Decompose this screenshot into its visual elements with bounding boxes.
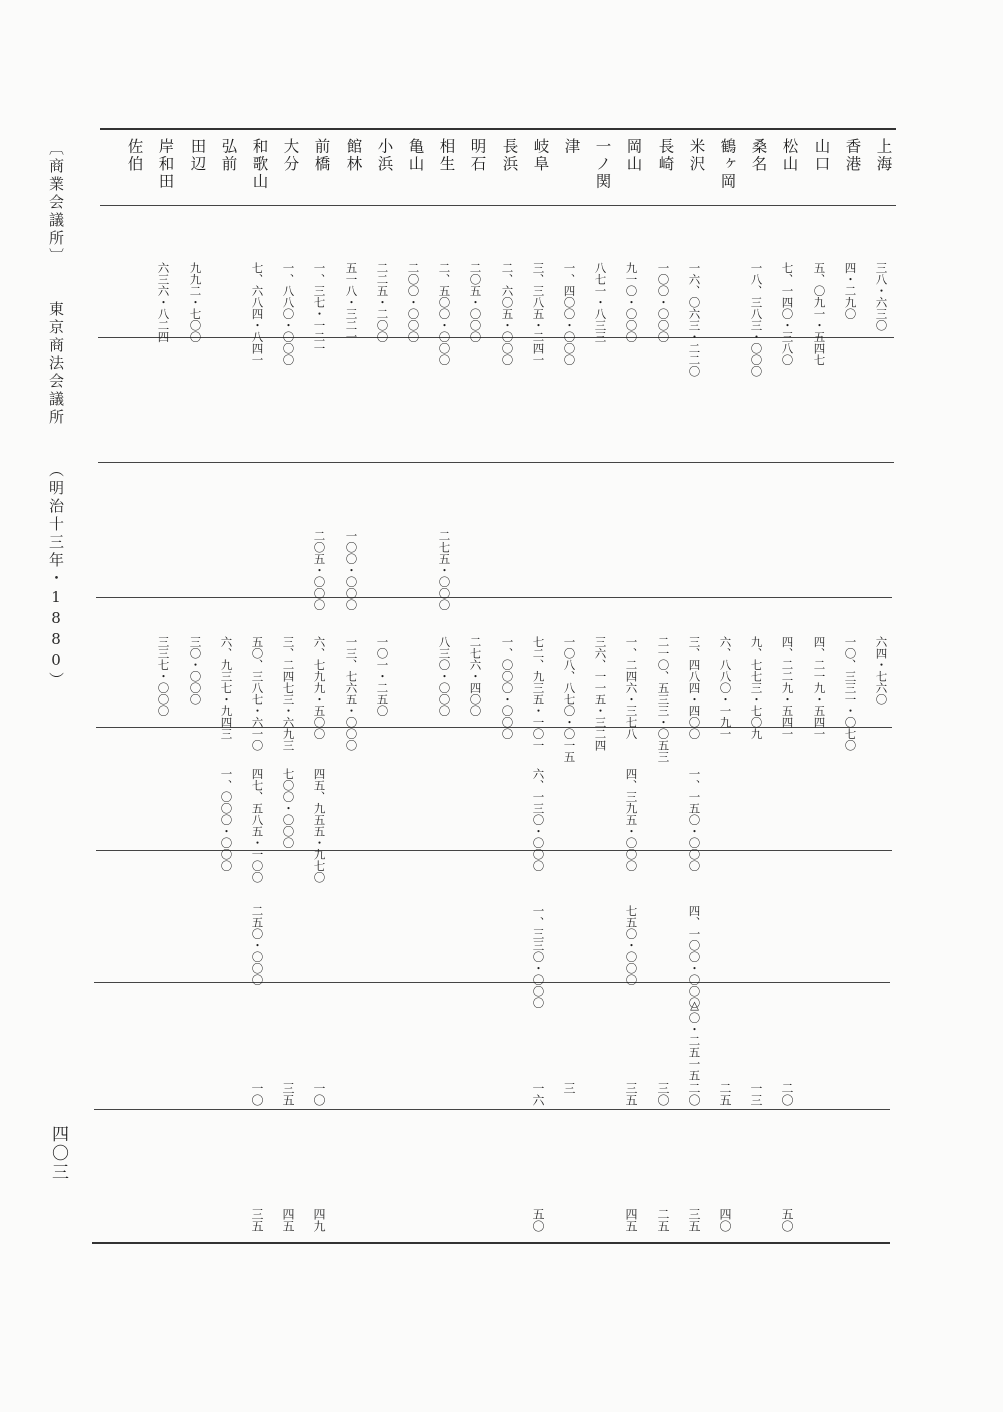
section-rule-6 [94, 982, 890, 983]
place-name: 佐伯 [125, 138, 144, 173]
table-cell-c8: 四五 [281, 1208, 295, 1232]
table-cell-c1: 二〇〇・〇〇〇 [406, 262, 421, 343]
running-header-era: （明治十三年・1880） [47, 462, 65, 690]
place-name: 松山 [780, 138, 799, 173]
table-cell-c4: 四、三九五・〇〇〇 [624, 768, 639, 872]
table-cell-c8: 四五 [624, 1208, 638, 1232]
place-name: 一ノ関 [593, 138, 612, 191]
place-name: 小浜 [375, 138, 394, 173]
table-cell-c1: 一、三七・一二一 [312, 262, 327, 354]
table-cell-c3: 二一〇、五三三・〇五三 [656, 636, 671, 763]
table-cell-c4: 七〇〇・〇〇〇 [281, 768, 296, 849]
table-cell-c1: 一、四〇〇・〇〇〇 [562, 262, 577, 366]
table-cell-c1: 七、一四〇・三八〇 [780, 262, 795, 366]
section-rule-4 [96, 727, 892, 728]
table-cell-c1: 四・二九〇 [843, 262, 858, 320]
table-cell-c1: 八七一・八三三 [593, 262, 608, 343]
table-cell-c1: 一、八八〇・〇〇〇 [281, 262, 296, 366]
table-top-rule [100, 128, 896, 130]
table-cell-c3: 六、九三七・九四三 [219, 636, 234, 740]
table-cell-c3: 七二、九三五・一〇一 [531, 636, 546, 751]
page-number: 四〇三 [48, 1125, 68, 1182]
table-cell-c7: 二五 [718, 1082, 732, 1106]
table-cell-c3: 四、二一九・五四一 [812, 636, 827, 740]
table-cell-c3: 二七六・四〇〇 [468, 636, 483, 717]
table-cell-c6: △〇・二五一五 [687, 998, 702, 1081]
table-cell-c3: 四、二二九・五四一 [780, 636, 795, 740]
table-cell-c3: 一〇八、八七〇・〇一五 [562, 636, 577, 763]
table-cell-c4: 四七、五八五・一〇〇 [250, 768, 265, 883]
table-cell-c1: 二、六〇五・〇〇〇 [500, 262, 515, 366]
running-header-category: 〔商業会議所〕 [47, 140, 65, 266]
place-name: 和歌山 [250, 138, 269, 191]
place-name: 上海 [874, 138, 893, 173]
table-cell-c8: 二五 [656, 1208, 670, 1232]
place-name: 津 [562, 138, 581, 156]
place-name: 米沢 [687, 138, 706, 173]
table-cell-c3: 三六、一一五・三二四 [593, 636, 608, 751]
table-cell-c1: 一八、三八三・〇〇〇 [749, 262, 764, 377]
table-cell-c3: 三、四八四・四〇〇 [687, 636, 702, 740]
table-cell-c3: 三、二四七三・六九三 [281, 636, 296, 751]
table-cell-c7: 二〇 [780, 1082, 794, 1106]
table-cell-c7: 三 [562, 1082, 576, 1094]
table-cell-c1: 五、〇九一・五四七 [812, 262, 827, 366]
table-cell-c7: 三五 [624, 1082, 638, 1106]
table-cell-c8: 五〇 [531, 1208, 545, 1232]
table-cell-c1: 七、六八四・八四一 [250, 262, 265, 366]
section-rule-7 [94, 1109, 890, 1110]
table-cell-c3: 六、七九九・五〇〇 [312, 636, 327, 740]
section-rule-2 [98, 462, 894, 463]
table-cell-c1: 三、三八五・二四一 [531, 262, 546, 366]
table-cell-c7: 三〇 [656, 1082, 670, 1106]
table-cell-c3: 六、八八〇・一九一 [718, 636, 733, 740]
table-cell-c3: 九、七七三・七〇九 [749, 636, 764, 740]
table-cell-c8: 四〇 [718, 1208, 732, 1232]
table-cell-c3: 一、〇〇〇・〇〇〇 [500, 636, 515, 740]
table-cell-c1: 二、五〇〇・〇〇〇 [437, 262, 452, 366]
place-name: 亀山 [406, 138, 425, 173]
table-cell-c3: 五〇、三八七・六一〇 [250, 636, 265, 751]
table-cell-c7: 一六 [531, 1082, 545, 1106]
table-cell-c7: 一〇 [250, 1082, 264, 1106]
running-header [46, 140, 67, 704]
table-cell-c7: 一〇 [312, 1082, 326, 1106]
table-cell-c4: 四五、九五五・九七〇 [312, 768, 327, 883]
header-separator-rule [100, 205, 896, 206]
table-cell-c2: 二七五・〇〇〇 [437, 530, 452, 611]
place-name: 山口 [812, 138, 831, 173]
table-cell-c5: 二五〇・〇〇〇 [250, 905, 265, 986]
table-cell-c1: 九九二・七〇〇 [188, 262, 203, 343]
place-name: 明石 [468, 138, 487, 173]
table-cell-c2: 一〇〇・〇〇〇 [344, 530, 359, 611]
running-header-organization: 東京商法会議所 [47, 301, 65, 427]
table-cell-c3: 八三〇・〇〇〇 [437, 636, 452, 717]
table-bottom-rule [92, 1242, 890, 1244]
table-cell-c8: 三五 [687, 1208, 701, 1232]
table-cell-c3: 一、二四六・三七八 [624, 636, 639, 740]
section-rule-5 [96, 850, 892, 851]
table-cell-c3: 三〇・〇〇〇 [188, 636, 203, 705]
table-cell-c1: 一六、〇六三・二二〇 [687, 262, 702, 377]
place-name: 岡山 [624, 138, 643, 173]
table-cell-c8: 四九 [312, 1208, 326, 1232]
table-cell-c7: 一三 [749, 1082, 763, 1106]
table-cell-c3: 六四・七六〇 [874, 636, 889, 705]
place-name: 大分 [281, 138, 300, 173]
table-cell-c7: 三五 [281, 1082, 295, 1106]
table-cell-c1: 九一〇・〇〇〇 [624, 262, 639, 343]
table-cell-c3: 一三、七六五・〇〇〇 [344, 636, 359, 751]
table-cell-c1: 一〇〇・〇〇〇 [656, 262, 671, 343]
table-cell-c5: 一、三三〇・〇〇〇 [531, 905, 546, 1009]
table-cell-c4: 一、一五〇・〇〇〇 [687, 768, 702, 872]
table-cell-c4: 六、一三〇・〇〇〇 [531, 768, 546, 872]
place-name: 弘前 [219, 138, 238, 173]
table-cell-c4: 一、〇〇〇・〇〇〇 [219, 768, 234, 872]
table-cell-c3: 三三七・〇〇〇 [156, 636, 171, 717]
table-cell-c5: 七五〇・〇〇〇 [624, 905, 639, 986]
place-name: 香港 [843, 138, 862, 173]
table-cell-c1: 六三六・八二四 [156, 262, 171, 343]
section-rule-1 [98, 337, 894, 338]
table-cell-c2: 二〇五・〇〇〇 [312, 530, 327, 611]
place-name: 桑名 [749, 138, 768, 173]
place-name: 館林 [344, 138, 363, 173]
table-cell-c5: 四、一〇〇・〇〇〇 [687, 905, 702, 1009]
section-rule-3 [96, 597, 892, 598]
table-cell-c3: 一〇一・二五〇 [375, 636, 390, 717]
place-name: 田辺 [188, 138, 207, 173]
table-cell-c1: 五一八・三二一 [344, 262, 359, 343]
table-cell-c1: 二〇五・〇〇〇 [468, 262, 483, 343]
table-cell-c7: 二〇 [687, 1082, 701, 1106]
table-cell-c1: 二二五・二〇〇 [375, 262, 390, 343]
table-cell-c8: 五〇 [780, 1208, 794, 1232]
table-cell-c3: 一〇、三三一・〇七〇 [843, 636, 858, 751]
place-name: 前橋 [312, 138, 331, 173]
table-cell-c8: 三五 [250, 1208, 264, 1232]
place-name: 鶴ヶ岡 [718, 138, 737, 191]
place-name: 長浜 [500, 138, 519, 173]
place-name: 岐阜 [531, 138, 550, 173]
place-name: 長崎 [656, 138, 675, 173]
place-name: 相生 [437, 138, 456, 173]
place-name: 岸和田 [156, 138, 175, 191]
table-cell-c1: 三八・六三〇 [874, 262, 889, 331]
